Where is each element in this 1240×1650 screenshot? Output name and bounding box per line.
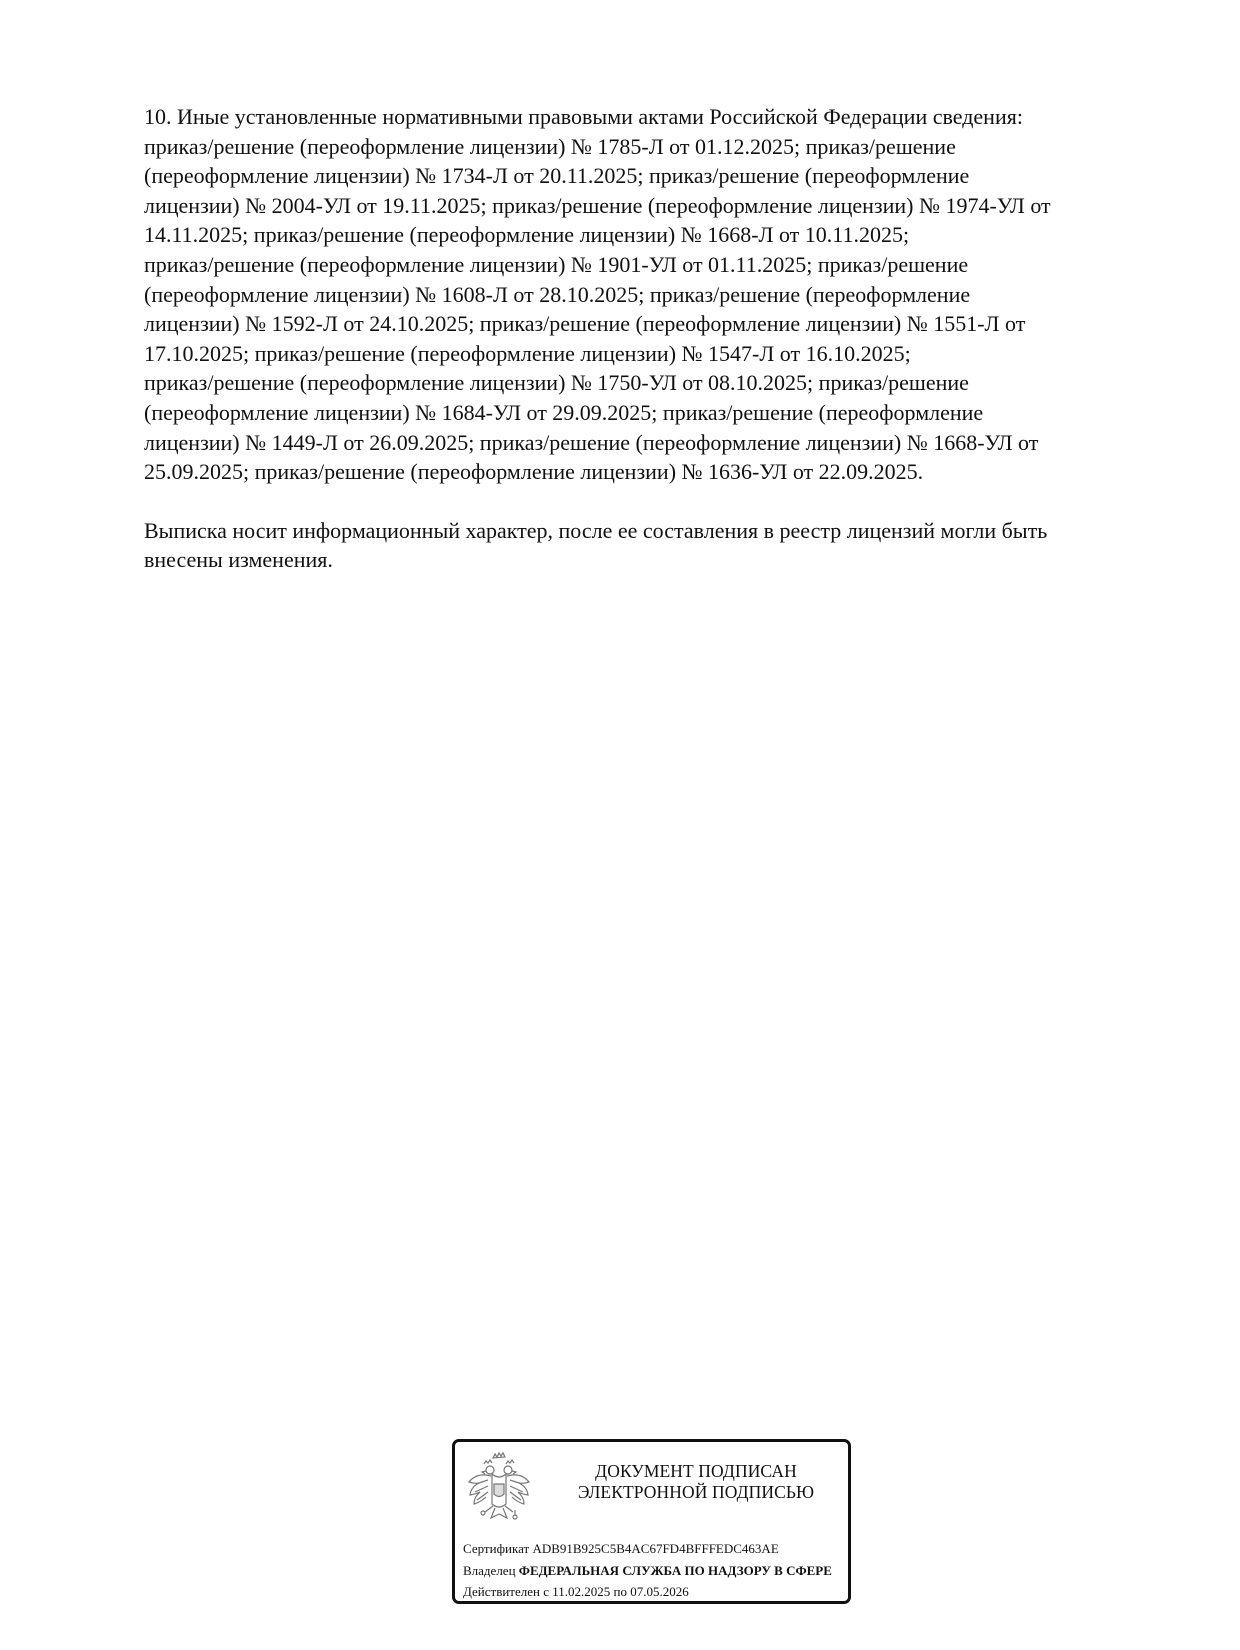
disclaimer-line: Выписка носит информационный характер, после ее составления в реестр лицензий могли быть <box>144 517 1048 543</box>
section-10-line: приказ/решение (переоформление лицензии) № 1750-УЛ от 08.10.2025; приказ/решение <box>144 370 969 396</box>
section-10-line: 25.09.2025; приказ/решение (переоформление лицензии) № 1636-УЛ от 22.09.2025. <box>144 459 924 485</box>
certificate-value: ADB91B925C5B4AC67FD4BFFFEDC463AE <box>532 1541 779 1556</box>
section-10-line: приказ/решение (переоформление лицензии) № 1785-Л от 01.12.2025; приказ/решение <box>144 133 956 159</box>
owner-row <box>463 1560 851 1582</box>
section-10-paragraph <box>144 102 1149 487</box>
section-10-line: (переоформление лицензии) № 1684-УЛ от 29.09.2025; приказ/решение (переоформление <box>144 399 984 425</box>
electronic-signature-stamp <box>452 1439 851 1604</box>
stamp-title <box>551 1461 841 1503</box>
document-body <box>144 102 1149 575</box>
disclaimer-paragraph <box>144 516 1149 575</box>
section-10-line: 17.10.2025; приказ/решение (переоформление лицензии) № 1547-Л от 16.10.2025; <box>144 340 911 366</box>
stamp-title-line-2: ЭЛЕКТРОННОЙ ПОДПИСЬЮ <box>577 1482 815 1502</box>
section-10-line: лицензии) № 1449-Л от 26.09.2025; приказ/решение (переоформление лицензии) № 1668-УЛ от <box>144 429 1039 455</box>
certificate-label: Сертификат <box>463 1541 530 1556</box>
russian-coat-of-arms-emblem-icon <box>466 1450 532 1530</box>
section-10-line: лицензии) № 1592-Л от 24.10.2025; приказ/решение (переоформление лицензии) № 1551-Л от <box>144 311 1026 337</box>
certificate-row <box>463 1538 851 1560</box>
section-10-line: (переоформление лицензии) № 1608-Л от 28.10.2025; приказ/решение (переоформление <box>144 281 971 307</box>
stamp-details <box>463 1538 851 1603</box>
paragraph-spacer <box>144 487 1149 516</box>
disclaimer-line: внесены изменения. <box>144 547 333 573</box>
validity-row: Действителен с 11.02.2025 по 07.05.2026 <box>463 1584 689 1599</box>
section-10-line: приказ/решение (переоформление лицензии) № 1901-УЛ от 01.11.2025; приказ/решение <box>144 251 969 277</box>
section-10-line: 14.11.2025; приказ/решение (переоформление лицензии) № 1668-Л от 10.11.2025; <box>144 222 910 248</box>
owner-label: Владелец <box>463 1562 516 1578</box>
section-10-line: (переоформление лицензии) № 1734-Л от 20.11.2025; приказ/решение (переоформление <box>144 163 970 189</box>
section-10-line: 10. Иные установленные нормативными правовыми актами Российской Федерации сведения: <box>144 104 1023 129</box>
owner-value: ФЕДЕРАЛЬНАЯ СЛУЖБА ПО НАДЗОРУ В СФЕРЕ <box>518 1562 832 1578</box>
section-10-line: лицензии) № 2004-УЛ от 19.11.2025; приказ/решение (переоформление лицензии) № 1974-УЛ от <box>144 192 1051 218</box>
stamp-title-line-1: ДОКУМЕНТ ПОДПИСАН <box>595 1461 797 1481</box>
